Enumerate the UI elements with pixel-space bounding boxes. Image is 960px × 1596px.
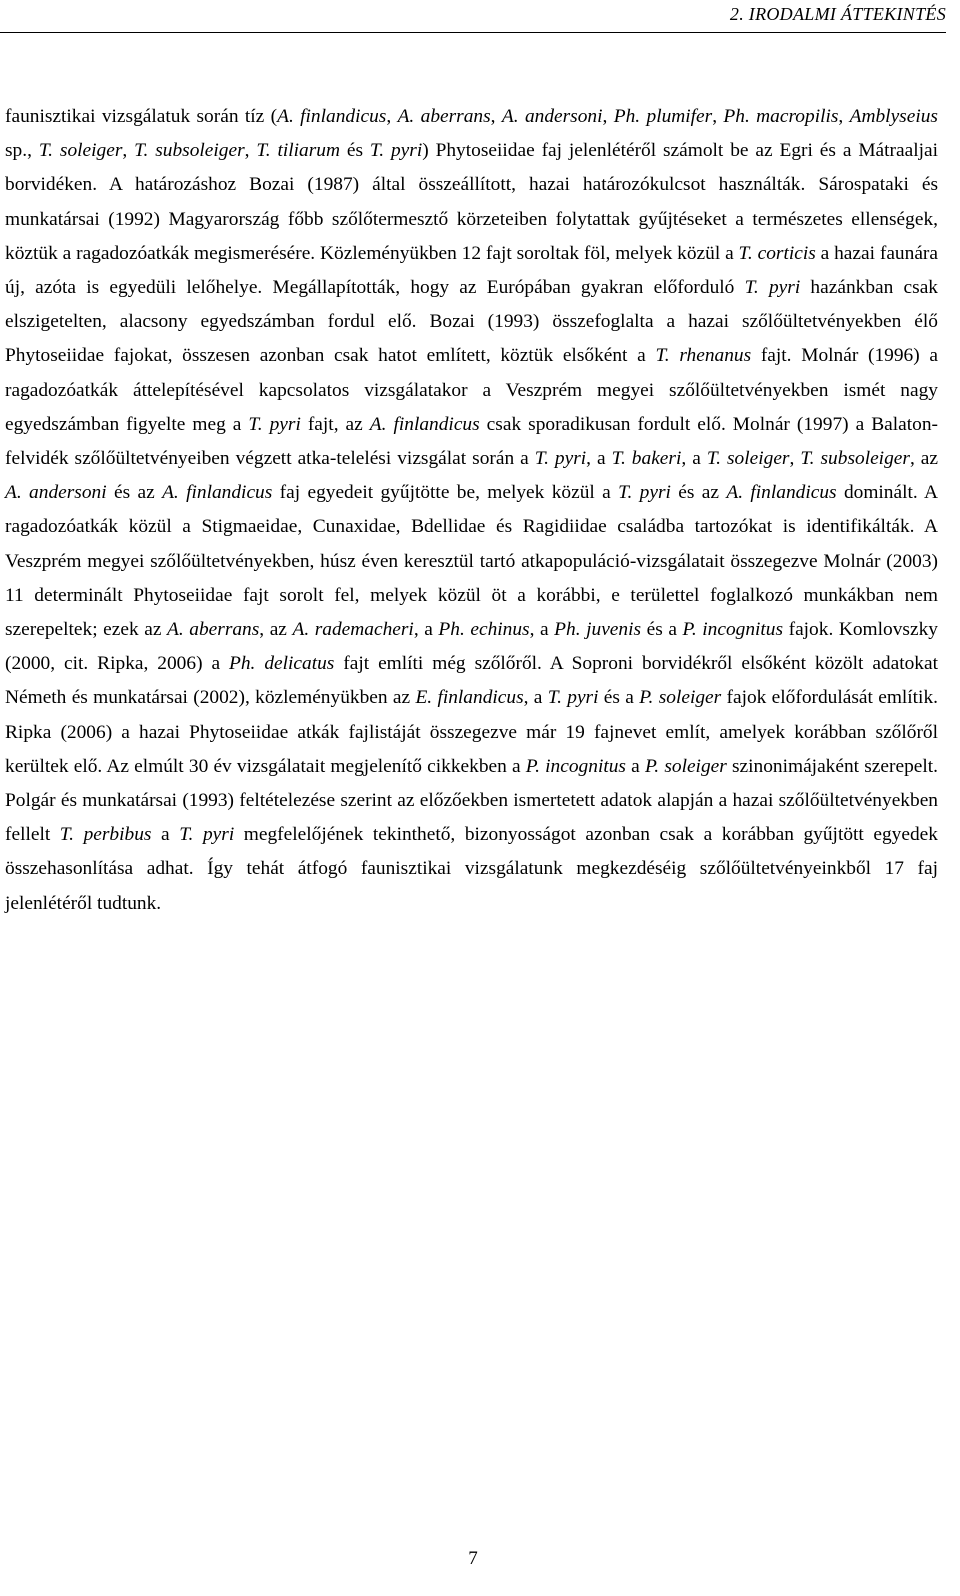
species-name: T. soleiger [38, 140, 123, 162]
text-run: csak sporadikusan fordult elő. Molnár (1997) a Balaton-felvidék szőlőültetvényeiben végzett atka-telelési vizsgálat során a [5, 413, 938, 470]
text-run: a [625, 755, 645, 777]
text-run: hazánkban csak elszigetelten, alacsony egyedszámban fordul elő. Bozai (1993) összefoglalta a hazai szőlőültetvényekben élő Phytoseiidae fajokat, összesen azonban csak hatot említett, köztük elsőként a [5, 277, 938, 367]
text-run: szinonimájaként szerepelt. Polgár és munkatársai (1993) feltételezése szerint az előzőekben ismertetett adatok alapján a hazai szőlőültetvényekben fellelt [5, 755, 938, 846]
text-run: , a [413, 619, 439, 641]
species-name: A. finlandicus [726, 482, 837, 504]
text-run: dominált. A ragadozóatkák közül a Stigmaeidae, Cunaxidae, Bdellidae és Ragidiidae családba tartozókat is identifikálták. A Veszprém megyei szőlőültetvényekben, húsz éven keresztül tartó atkapopuláció-vizsgálatait összegezve Molnár (2003) 11 determinált Phytoseiidae fajt sorolt fel, melyek közül öt a korábbi, e területtel foglalkozó munkákban nem szerepeltek; ezek az [5, 482, 939, 641]
species-name: Ph. plumifer [613, 106, 713, 127]
text-run: ) Phytoseiidae faj jelenlétéről számolt be az Egri és a Mátraaljai borvidéken. A határozáshoz Bozai (1987) által összeállított, hazai határozókulcsot használták. Sárospataki és munkatársai (1992) Magyarország főbb szőlőtermesztő körzeteiben folytattak gyűjtéseket a természetes ellenségek, köztük a ragadozóatkák megismerésére. Közleményükben 12 fajt soroltak föl, melyek közül a [5, 140, 938, 264]
species-name: T. subsoleiger [800, 448, 910, 470]
text-run: megfelelőjének tekinthető, bizonyosságot azonban csak a korábban gyűjtött egyedek összehasonlítása adhat. Így tehát átfogó faunisztikai vizsgálatunk megkezdéséig szőlőültetvényeinkből 17 faj jelenlétéről tudtunk. [5, 824, 938, 914]
text-run: , [490, 106, 502, 127]
text-run: és [339, 140, 370, 162]
species-name: A. aberrans [167, 619, 260, 641]
text-run: és a [598, 687, 640, 709]
species-name: T. tiliarum [256, 140, 340, 162]
species-name: A. finlandicus [162, 482, 273, 504]
text-run: , [122, 140, 135, 162]
species-name: T. corticis [738, 242, 816, 264]
species-name: A. finlandicus [277, 106, 387, 127]
species-name: T. pyri [534, 448, 587, 470]
species-name: P. soleiger [644, 755, 727, 777]
species-name: T. bakeri [611, 448, 682, 470]
species-name: P. incognitus [682, 619, 784, 641]
species-name: A. andersoni [501, 106, 603, 127]
text-run: , [712, 106, 724, 127]
species-name: T. pyri [618, 482, 671, 504]
text-run: , az [259, 619, 293, 641]
body-paragraph [5, 100, 938, 921]
species-name: A. finlandicus [369, 413, 480, 435]
text-run: a [151, 824, 180, 846]
running-header: 2. IRODALMI ÁTTEKINTÉS [729, 4, 946, 24]
text-run: fajt említi még szőlőről. A Soproni borvidékről elsőként közölt adatokat Németh és munkatársai (2002), közleményükben az [5, 653, 939, 709]
text-run: faj egyedeit gyűjtötte be, melyek közül a [272, 482, 619, 504]
text-run: és az [670, 482, 727, 504]
species-name: T. rhenanus [655, 345, 752, 367]
text-run: fajt, az [300, 413, 370, 435]
text-run: a hazai faunára új, azóta is egyedüli lelőhelye. Megállapították, hogy az Európában gyakran előforduló [5, 242, 938, 299]
text-run: , a [681, 448, 707, 470]
species-name: A. rademacheri [292, 619, 414, 641]
species-name: T. pyri [179, 824, 235, 846]
text-run: fajok előfordulását említik. Ripka (2006) a hazai Phytoseiidae atkák fajlistáját összegezve már 19 fajnevet említ, amelyek korábban szőlőről kerültek elő. Az elmúlt 30 év vizsgálatait megjelenítő cikkekben a [5, 687, 938, 777]
text-run: , [838, 106, 850, 127]
species-name: Amblyseius [849, 106, 938, 127]
text-run: és az [106, 482, 163, 504]
species-name: Ph. macropilis [723, 106, 839, 127]
text-run: , a [586, 448, 612, 470]
species-name: P. soleiger [639, 687, 722, 709]
page-number: 7 [468, 1548, 478, 1569]
species-name: Ph. juvenis [554, 619, 642, 641]
species-name: T. subsoleiger [134, 140, 245, 162]
species-name: T. pyri [744, 277, 801, 299]
header-rule [0, 32, 946, 33]
text-run: sp., [5, 140, 39, 162]
text-run: fajt. Molnár (1996) a ragadozóatkák áttelepítésével kapcsolatos vizsgálatakor a Veszprém megyei szőlőültetvényekben ismét nagy egyedszámban figyelte meg a [5, 345, 938, 435]
text-run: fajok. Komlovszky (2000, cit. Ripka, 2006) a [5, 619, 938, 675]
species-name: T. perbibus [59, 824, 152, 846]
species-name: A. andersoni [5, 482, 107, 504]
text-run: faunisztikai vizsgálatuk során tíz ( [5, 106, 278, 127]
text-run: , [386, 106, 398, 127]
text-run: , [244, 140, 257, 162]
text-run: , az [909, 448, 938, 470]
species-name: P. incognitus [525, 755, 626, 777]
species-name: Ph. delicatus [229, 653, 335, 675]
species-name: A. aberrans [397, 106, 491, 127]
species-name: T. soleiger [706, 448, 790, 470]
species-name: Ph. echinus [438, 619, 530, 641]
text-run: és a [641, 619, 683, 641]
text-run: , a [523, 687, 548, 709]
species-name: E. finlandicus [415, 687, 524, 709]
species-name: T. pyri [547, 687, 599, 709]
text-run: , [602, 106, 614, 127]
species-name: T. pyri [369, 140, 423, 162]
text-run: , a [529, 619, 555, 641]
text-run: , [789, 448, 801, 470]
species-name: T. pyri [248, 413, 301, 435]
